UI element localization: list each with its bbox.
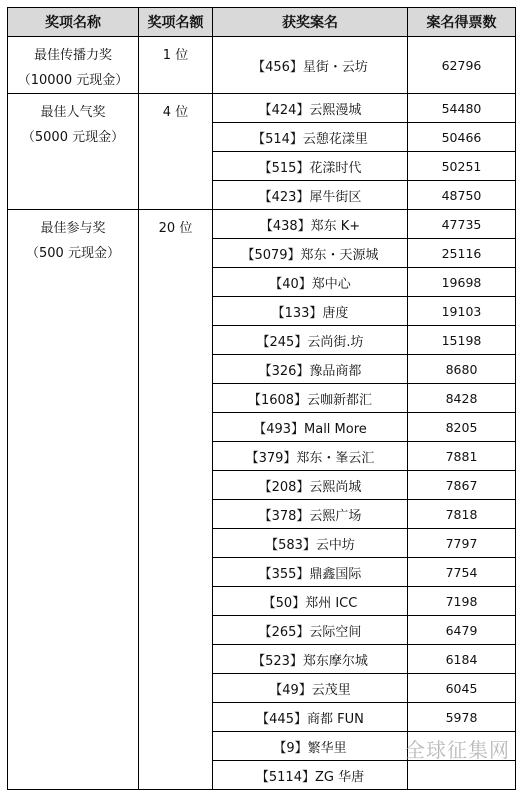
vote-count: 7867 [408, 471, 516, 500]
award-cell [8, 94, 139, 210]
winner-name: 【493】Mall More [213, 413, 408, 442]
vote-count [408, 761, 516, 790]
vote-count: 6184 [408, 645, 516, 674]
award-cash: （5000 元现金） [21, 130, 125, 145]
winner-name: 【245】云尚街.坊 [213, 326, 408, 355]
vote-count: 7754 [408, 558, 516, 587]
winner-name: 【445】商都 FUN [213, 703, 408, 732]
header-award-name: 奖项名称 [8, 8, 139, 37]
vote-count: 6479 [408, 616, 516, 645]
vote-count: 19698 [408, 268, 516, 297]
winner-name: 【515】花漾时代 [213, 152, 408, 181]
award-cash: （10000 元现金） [17, 73, 129, 88]
award-cell [8, 210, 139, 790]
vote-count: 50466 [408, 123, 516, 152]
vote-count: 25116 [408, 239, 516, 268]
winner-name: 【1608】云咖新都汇 [213, 384, 408, 413]
award-quota: 4 位 [139, 94, 213, 210]
vote-count: 7881 [408, 442, 516, 471]
vote-count: 7797 [408, 529, 516, 558]
table-row [8, 210, 516, 239]
winner-name: 【265】云际空间 [213, 616, 408, 645]
vote-count: 62796 [408, 37, 516, 94]
winner-name: 【5114】ZG 华唐 [213, 761, 408, 790]
vote-count: 15198 [408, 326, 516, 355]
winner-name: 【583】云中坊 [213, 529, 408, 558]
winner-name: 【523】郑东摩尔城 [213, 645, 408, 674]
winner-name: 【378】云熙广场 [213, 500, 408, 529]
winner-name: 【208】云熙尚城 [213, 471, 408, 500]
vote-count: 54480 [408, 94, 516, 123]
vote-count: 19103 [408, 297, 516, 326]
winner-name: 【9】繁华里 [213, 732, 408, 761]
header-winner-name: 获奖案名 [213, 8, 408, 37]
winner-name: 【379】郑东・峯云汇 [213, 442, 408, 471]
award-results-table [7, 7, 516, 790]
award-name: 最佳参与奖 [40, 221, 106, 236]
winner-name: 【50】郑州 ICC [213, 587, 408, 616]
vote-count: 6045 [408, 674, 516, 703]
award-quota: 20 位 [139, 210, 213, 790]
vote-count: 8428 [408, 384, 516, 413]
vote-count: 47735 [408, 210, 516, 239]
winner-name: 【456】星街・云坊 [213, 37, 408, 94]
award-quota: 1 位 [139, 37, 213, 94]
award-name: 最佳人气奖 [40, 105, 106, 120]
winner-name: 【49】云茂里 [213, 674, 408, 703]
watermark-text: 全球征集网 [405, 738, 510, 762]
table-row [8, 94, 516, 123]
table-row [8, 37, 516, 94]
winner-name: 【423】犀牛街区 [213, 181, 408, 210]
winner-name: 【514】云憩花漾里 [213, 123, 408, 152]
winner-name: 【355】鼎鑫国际 [213, 558, 408, 587]
winner-name: 【326】豫品商都 [213, 355, 408, 384]
winner-name: 【40】郑中心 [213, 268, 408, 297]
vote-count: 48750 [408, 181, 516, 210]
award-cell [8, 37, 139, 94]
award-name: 最佳传播力奖 [33, 48, 112, 63]
vote-count: 7198 [408, 587, 516, 616]
vote-count: 8680 [408, 355, 516, 384]
header-row [8, 8, 516, 37]
vote-count: 7818 [408, 500, 516, 529]
winner-name: 【133】唐度 [213, 297, 408, 326]
winner-name: 【424】云熙漫城 [213, 94, 408, 123]
winner-name: 【438】郑东 K+ [213, 210, 408, 239]
header-award-quota: 奖项名额 [139, 8, 213, 37]
winner-name: 【5079】郑东・天源城 [213, 239, 408, 268]
vote-count: 50251 [408, 152, 516, 181]
award-cash: （500 元现金） [26, 246, 120, 261]
vote-count: 8205 [408, 413, 516, 442]
header-vote-count: 案名得票数 [408, 8, 516, 37]
table-body [8, 37, 516, 790]
vote-count: 5978 [408, 703, 516, 732]
